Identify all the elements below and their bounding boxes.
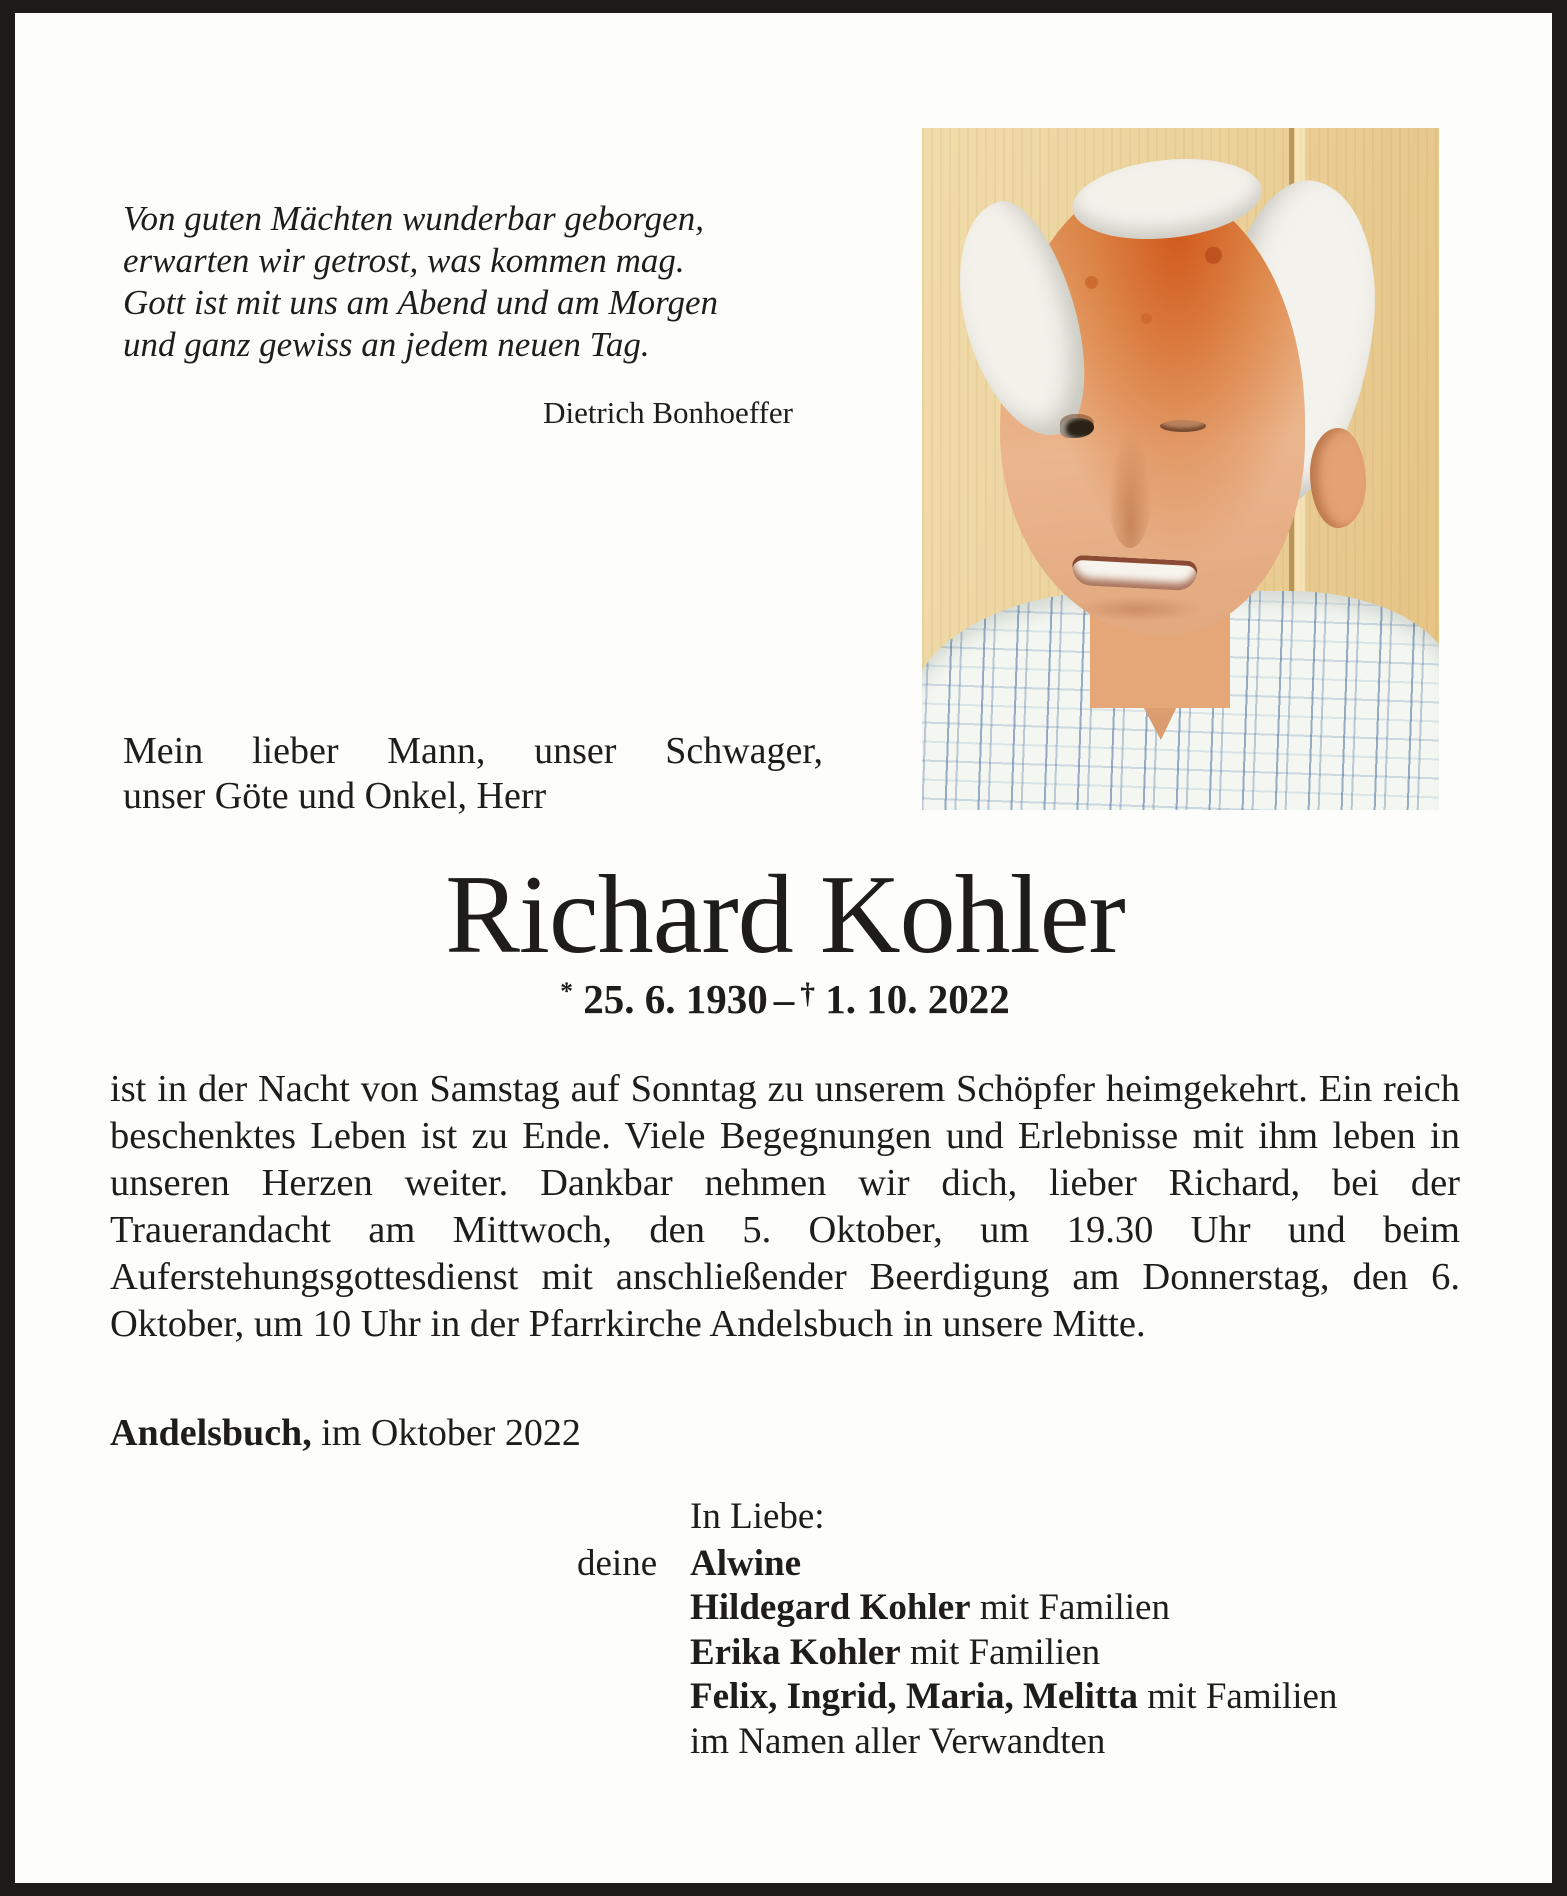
deceased-name: Richard Kohler — [445, 853, 1125, 977]
dates-separator: – — [773, 976, 795, 1022]
mourner-row — [577, 1542, 1337, 1587]
mourner-name: Erika Kohler — [690, 1631, 901, 1673]
poem-attribution: Dietrich Bonhoeffer — [543, 395, 793, 430]
birth-symbol: * — [560, 977, 573, 1005]
intro-text — [123, 729, 823, 819]
poem-line: erwarten wir getrost, was kommen mag. — [123, 241, 685, 280]
ear — [1310, 428, 1366, 528]
death-symbol: † — [800, 978, 815, 1010]
life-dates — [110, 975, 1460, 1023]
mourner-row — [577, 1631, 1337, 1676]
portrait-photo — [922, 128, 1439, 810]
salutation: In Liebe: — [690, 1496, 825, 1537]
obituary-sheet — [15, 13, 1552, 1883]
mourner-suffix: mit Familien — [1138, 1676, 1338, 1717]
poem-line: Von guten Mächten wunderbar geborgen, — [123, 199, 704, 238]
intro-line: unser Göte und Onkel, Herr — [123, 775, 547, 817]
poem-line: und ganz gewiss an jedem neuen Tag. — [123, 325, 650, 364]
death-date: 1. 10. 2022 — [825, 976, 1010, 1022]
chin-shadow — [1072, 596, 1202, 622]
mourner-prefix: deine — [577, 1542, 658, 1584]
mourner-name: Alwine — [690, 1542, 801, 1584]
mourner-name: Hildegard Kohler — [690, 1587, 971, 1628]
birth-date: 25. 6. 1930 — [583, 976, 768, 1022]
place-dateline — [110, 1411, 581, 1455]
closing-block — [577, 1495, 1337, 1764]
mourner-name: Felix, Ingrid, Maria, Melitta — [690, 1676, 1139, 1717]
mourner-row — [577, 1586, 1337, 1631]
mourner-suffix: mit Familien — [970, 1587, 1170, 1628]
poem-line: Gott ist mit uns am Abend und am Morgen — [123, 283, 718, 322]
poem-quote — [123, 198, 718, 366]
mourner-suffix: mit Familien — [900, 1631, 1101, 1673]
closing-footer: im Namen aller Verwandten — [690, 1720, 1106, 1762]
nose — [1107, 428, 1153, 548]
right-eye — [1160, 420, 1206, 432]
announcement-text: ist in der Nacht von Samstag auf Sonntag zu unserem Schöpfer heimgekehrt. Ein reich beschenktes Leben ist zu Ende. Viele Begegnungen und Erlebnisse mit ihm leben in unseren Herzen weiter. Dankbar nehmen wir dich, lieber Richard, bei der Trauerandacht am Mittwoch, den 5. Oktober, um 19.30 Uhr und beim Auferstehungsgottesdienst mit anschließender Beerdigung am Donnerstag, den 6. Oktober, um 10 Uhr in der Pfarrkirche Andelsbuch in unsere Mitte. — [110, 1068, 1460, 1345]
dateline-rest: im Oktober 2022 — [311, 1412, 581, 1454]
place: Andelsbuch, — [110, 1412, 312, 1454]
intro-line: Mein lieber Mann, unser Schwager, — [123, 730, 823, 772]
mourner-row — [577, 1675, 1337, 1720]
